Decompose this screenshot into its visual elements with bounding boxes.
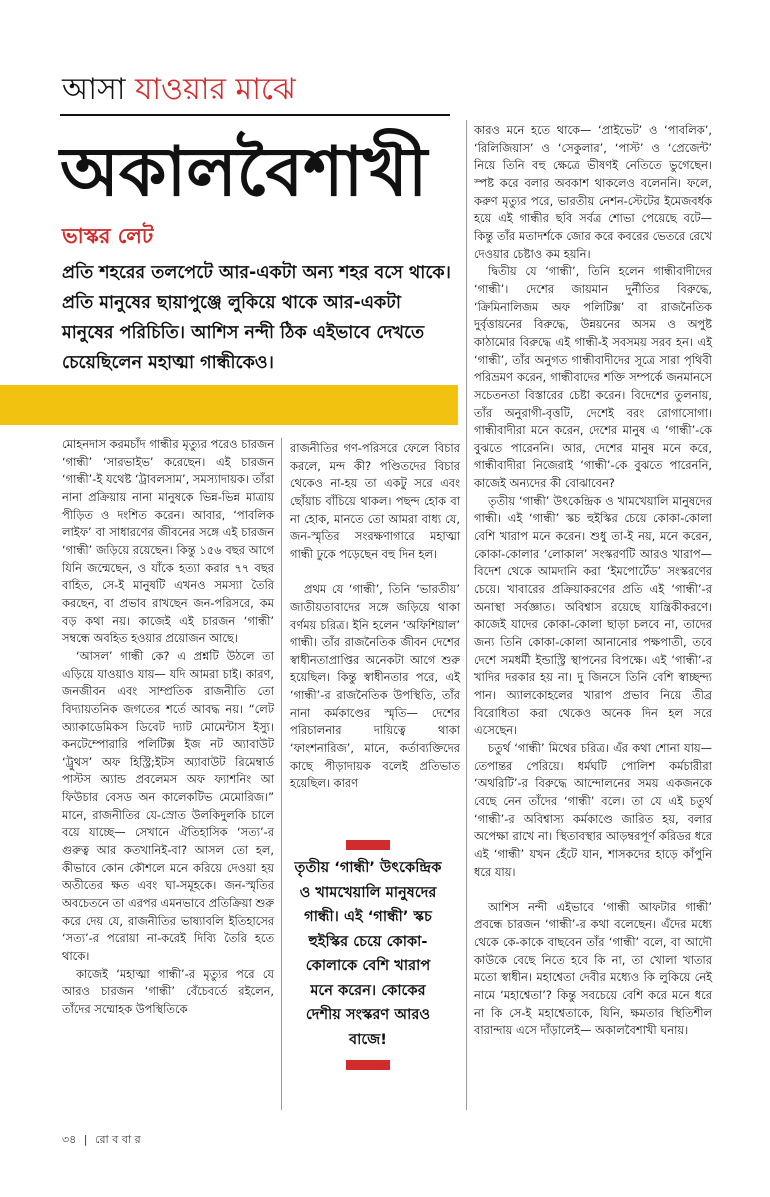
text-column-3 [474, 122, 712, 1040]
decorative-yellow-band [0, 385, 458, 425]
author-byline: ভাস্কর লেট [62, 224, 154, 248]
paragraph: দ্বিতীয় যে ‘গান্ধী’, তিনি হলেন গান্ধীবাদীদের ‘গান্ধী’। দেশের জায়মান দুর্নীতির বিরুদ্ধে, ‘ক্রিমিনালিজম অফ পলিটিক্স’ বা রাজনৈতিক দুর্বৃত্তায়নের বিরুদ্ধে, উন্নয়নের অসম ও অপুষ্ট কাঠামোর বিরুদ্ধে এই গান্ধী-ই সবসময় সরব হন। এই ‘গান্ধী’, তাঁর অনুগত গান্ধীবাদীদের সূত্রে সারা পৃথিবী পরিভ্রমণ করেন, গান্ধীবাদের শক্তি সম্পর্কে জনমানসে সচেতনতা বিস্তারের চেষ্টা করেন। বিদেশের তুলনায়, তাঁর অনুরাগী-বৃত্তটি, দেশেই বরং রোগাসোগা। গান্ধীবাদীরা মনে করেন, দেশের মানুষ এ ‘গান্ধী’-কে বুঝতে পারেননি। আর, দেশের মানুষ মনে করে, গান্ধীবাদীরা নিজেরাই ‘গান্ধী’-কে বুঝতে পারেননি, কাজেই অন্যদের কী বোঝাবেন? [474, 264, 712, 491]
article-headline: অকালবৈশাখী [60, 132, 428, 212]
paragraph: রাজনীতির গণ-পরিসরে ফেলে বিচার করলে, মন্দ কী? পণ্ডিতদের বিচার থেকেও না-হয় তা একটু সরে এবং ছোঁয়াচ বাঁচিয়ে থাকল। পছন্দ হোক বা না হোক, মানতে তো আমরা বাধ্য যে, জন-স্মৃতির সংরক্ষণাগারে মহাত্মা গান্ধী ঢুকে পড়েছেন বহু দিন হল। [290, 441, 460, 561]
column-divider [466, 120, 467, 1110]
paragraph: কাজেই ‘মহাত্মা গান্ধী’-র মৃত্যুর পরে যে আরও চারজন ‘গান্ধী’ বেঁচেবর্তে রইলেন, তাঁদের সম্মোহক উপস্থিতিকে [62, 966, 274, 1016]
article-standfirst: প্রতি শহরের তলপেটে আর-একটা অন্য শহর বসে থাকে। প্রতি মানুষের ছায়াপুঞ্জে লুকিয়ে থাকে আর-একটা মানুষের পরিচিতি। আশিস নন্দী ঠিক এইভাবে দেখতে চেয়েছিলেন মহাত্মা গান্ধীকেও। [62, 263, 451, 373]
rubric-part-1: আসা [62, 72, 126, 107]
pull-quote [293, 840, 443, 1070]
magazine-name: রো ব বা র [95, 1133, 141, 1146]
column-divider [281, 438, 282, 1110]
paragraph: প্রথম যে ‘গান্ধী’, তিনি ‘ভারতীয়’ জাতীয়তাবাদের সঙ্গে জড়িয়ে থাকা বর্ণময় চরিত্র। ইনি হলেন ‘অফিশিয়াল’ গান্ধী। তাঁর রাজনৈতিক জীবন দেশের স্বাধীনতাপ্রাপ্তির অনেকটা আগে শুরু হয়েছিল। কিন্তু স্বাধীনতার পরে, এই ‘গান্ধী’-র রাজনৈতিক উপস্থিতি, তাঁর নানা কর্মকাণ্ডের স্মৃতি— দেশের পরিচালনার দায়িত্বে থাকা ‘ফাংশনারিজ’, মানে, কর্তাব্যক্তিদের কাছে পীড়াদায়ক বলেই প্রতিভাত হয়েছিল। কারণ [290, 582, 460, 791]
header-rule [60, 114, 450, 116]
text-column-1 [62, 436, 274, 1019]
footer-separator: | [83, 1133, 88, 1146]
page-footer [62, 1133, 141, 1147]
text-column-2 [290, 440, 460, 793]
section-rubric [62, 72, 296, 108]
pull-quote-bar-top [346, 840, 390, 850]
paragraph: ‘আসল’ গান্ধী কে? এ প্রশ্নটি উঠলে তা এড়িয়ে যাওয়াও যায়— যদি আমরা চাই। কারণ, জনজীবন এবং সাম্প্রতিক রাজনীতি তো বিদ্যায়তনিক জগতের শর্তে আবদ্ধ নয়। “লেট অ্যাকাডেমিকস ডিবেট দ্যাট মোমেন্টাস ইস্যু। কনটেম্পোরারি পলিটিক্স ইজ নট অ্যাবাউট ‘ট্রুথস’ অফ হিস্ট্রি;ইটস অ্যাবাউট রিমেম্বার্ড পাস্টস অ্যান্ড প্রবলেমস অফ ফ্যাশনিং আ ফিউচার বেসড অন কালেকটিভ মেমোরিজ।” মানে, রাজনীতির যে-স্রোত উলকিদুলকি চালে বয়ে যাচ্ছে— সেখানে ঐতিহাসিক ‘সত্য’-র গুরুত্ব আর কতখানিই-বা? আসল তো হল, কীভাবে কোন কৌশলে মনে করিয়ে দেওয়া হয় অতীতের ক্ষত এবং ঘা-সমূহকে। জন-স্মৃতির অবচেতনে তা এরপর এমনভাবে প্রতিক্রিয়া শুরু করে দেয় যে, রাজনীতির ভাষ্যাবলি ইতিহাসের ‘সত্য’-র পরোয়া না-করেই দিব্যি তৈরি হতে থাকে। [62, 648, 274, 964]
paragraph: চতুর্থ ‘গান্ধী’ মিথের চরিত্র। এঁর কথা শোনা যায়— তেপান্তর পেরিয়ে। ধর্মঘটি পোলিশ কর্মচারীরা ‘অথরিটি’-র বিরুদ্ধে আন্দোলনের সময় একজনকে বেছে নেন তাঁদের ‘গান্ধী’ বলে। তা যে এই চতুর্থ ‘গান্ধী’-র অবিশ্বাস্য কর্মকাণ্ডে জারিত হয়, বলার অপেক্ষা রাখে না। স্থিতাবস্থার আড়ম্বরপূর্ণ করিডর ধরে এই ‘গান্ধী’ যখন হেঁটে যান, শাসকদের হাড়ে কাঁপুনি ধরে যায়। [474, 740, 712, 879]
pull-quote-bar-bottom [346, 1060, 390, 1070]
pull-quote-text: তৃতীয় ‘গান্ধী’ উৎকেন্দ্রিক ও খামখেয়ালি মানুষদের গান্ধী। এই ‘গান্ধী’ স্কচ হুইস্কির চেয়ে কোকা-কোলাকে বেশি খারাপ মনে করেন। কোকের দেশীয় সংস্করণ আরও বাজে! [294, 859, 442, 1048]
paragraph: মোহনদাস করমচাঁদ গান্ধীর মৃত্যুর পরেও চারজন ‘গান্ধী’ ‘সারভাইভ’ করেছেন। এই চারজন ‘গান্ধী’-ই যথেষ্ট ‘ট্রাবলসাম’, সমস্যাদায়ক। তাঁরা নানা প্রক্রিয়ায় নানা মানুষকে ভিন্ন-ভিন্ন মাত্রায় পীড়িত ও দংশিত করেন। আবার, ‘পাবলিক লাইফ’ বা সাধারণের জীবনের সঙ্গে এই চারজন ‘গান্ধী’ জড়িয়ে রয়েছেন। কিন্তু ১৫৬ বছর আগে যিনি জন্মেছেন, ও যাঁকে হত্যা করার ৭৭ বছর বাহিত, সে-ই মানুষটি এখনও সমস্যা তৈরি করছেন, বা প্রভাব রাখছেন জন-পরিসরে, কম বড় কথা নয়। কাজেই এই চারজন ‘গান্ধী’ সম্বন্ধে অবহিত হওয়ার প্রয়োজন আছে। [62, 437, 274, 646]
page-number: ৩৪ [62, 1133, 77, 1146]
rubric-part-2: যাওয়ার মাঝে [135, 72, 296, 107]
paragraph: কারও মনে হতে থাকে— ‘প্রাইভেট’ ও ‘পাবলিক’, ‘রিলিজিয়াস’ ও ‘সেকুলার’, ‘পাস্ট’ ও ‘প্রেজেন্ট’ নিয়ে তিনি বহু ক্ষেত্রে ভীষণই নেতিতে ভুগেছেন। স্পষ্ট করে বলার অবকাশ থাকলেও বলেননি। ফলে, করুণ মৃত্যুর পরে, ভারতীয় নেশন-স্টেটের ইমেজবর্ধক হয়ে এই গান্ধীর ছবি সর্বত্র শোভা পেয়েছে বটে— কিন্তু তাঁর মতাদর্শকে জোর করে কবরের ভেতরে রেখে দেওয়ার চেষ্টাও কম হয়নি। [474, 123, 712, 261]
paragraph: আশিস নন্দী এইভাবে ‘গান্ধী আফটার গান্ধী’ প্রবন্ধে চারজন ‘গান্ধী’-র কথা বলেছেন। এঁদের মধ্যে থেকে কে-কাকে বাছবেন তাঁর ‘গান্ধী’ বলে, বা আদৌ কাউকে বেছে নিতে হবে কি না, তা খোলা খাতার মতো স্বাধীন। মহাশ্বেতা দেবীর মধ্যেও কি লুকিয়ে নেই নামে ‘মহাশ্বেতা’? কিন্তু সবচেয়ে বেশি করে মনে ধরে না কি সে-ই মহাশ্বেতাকে, যিনি, ক্ষমতার স্থিতিশীল বারান্দায় এসে দাঁড়ালেই— অকালবৈশাখী ঘনায়। [474, 899, 712, 1038]
paragraph: তৃতীয় ‘গান্ধী’ উৎকেন্দ্রিক ও খামখেয়ালি মানুষদের গান্ধী। এই ‘গান্ধী’ স্কচ হুইস্কির চেয়ে কোকা-কোলা বেশি খারাপ মনে করেন। শুধু তা-ই নয়, মনে করেন, কোকা-কোলার ‘লোকাল’ সংস্করণটি আরও খারাপ— বিদেশ থেকে আমদানি করা ‘ইমপোর্টেড’ সংস্করণের চেয়ে। খাবারের প্রক্রিয়াকরণের প্রতি এই ‘গান্ধী’-র অনাস্থা সর্বজ্ঞাত। অবিশ্বাস রয়েছে যান্ত্রিকীকরণে। কাজেই যাদের কোকা-কোলা ছাড়া চলবে না, তাদের জন্য তিনি কোকা-কোলা আনানোর পক্ষপাতী, তবে দেশে সমধর্মী ইন্ডাস্ট্রি স্থাপনের বিপক্ষে। এই ‘গান্ধী’-র খাদির দরকার হয় না। দু জিনসে তিনি বেশি স্বাচ্ছন্দ্য পান। অ্যালকোহলের খারাপ প্রভাব নিয়ে তীব্র বিরোধিতা করা থেকেও অনেক দিন হল সরে এসেছেন। [474, 493, 712, 738]
